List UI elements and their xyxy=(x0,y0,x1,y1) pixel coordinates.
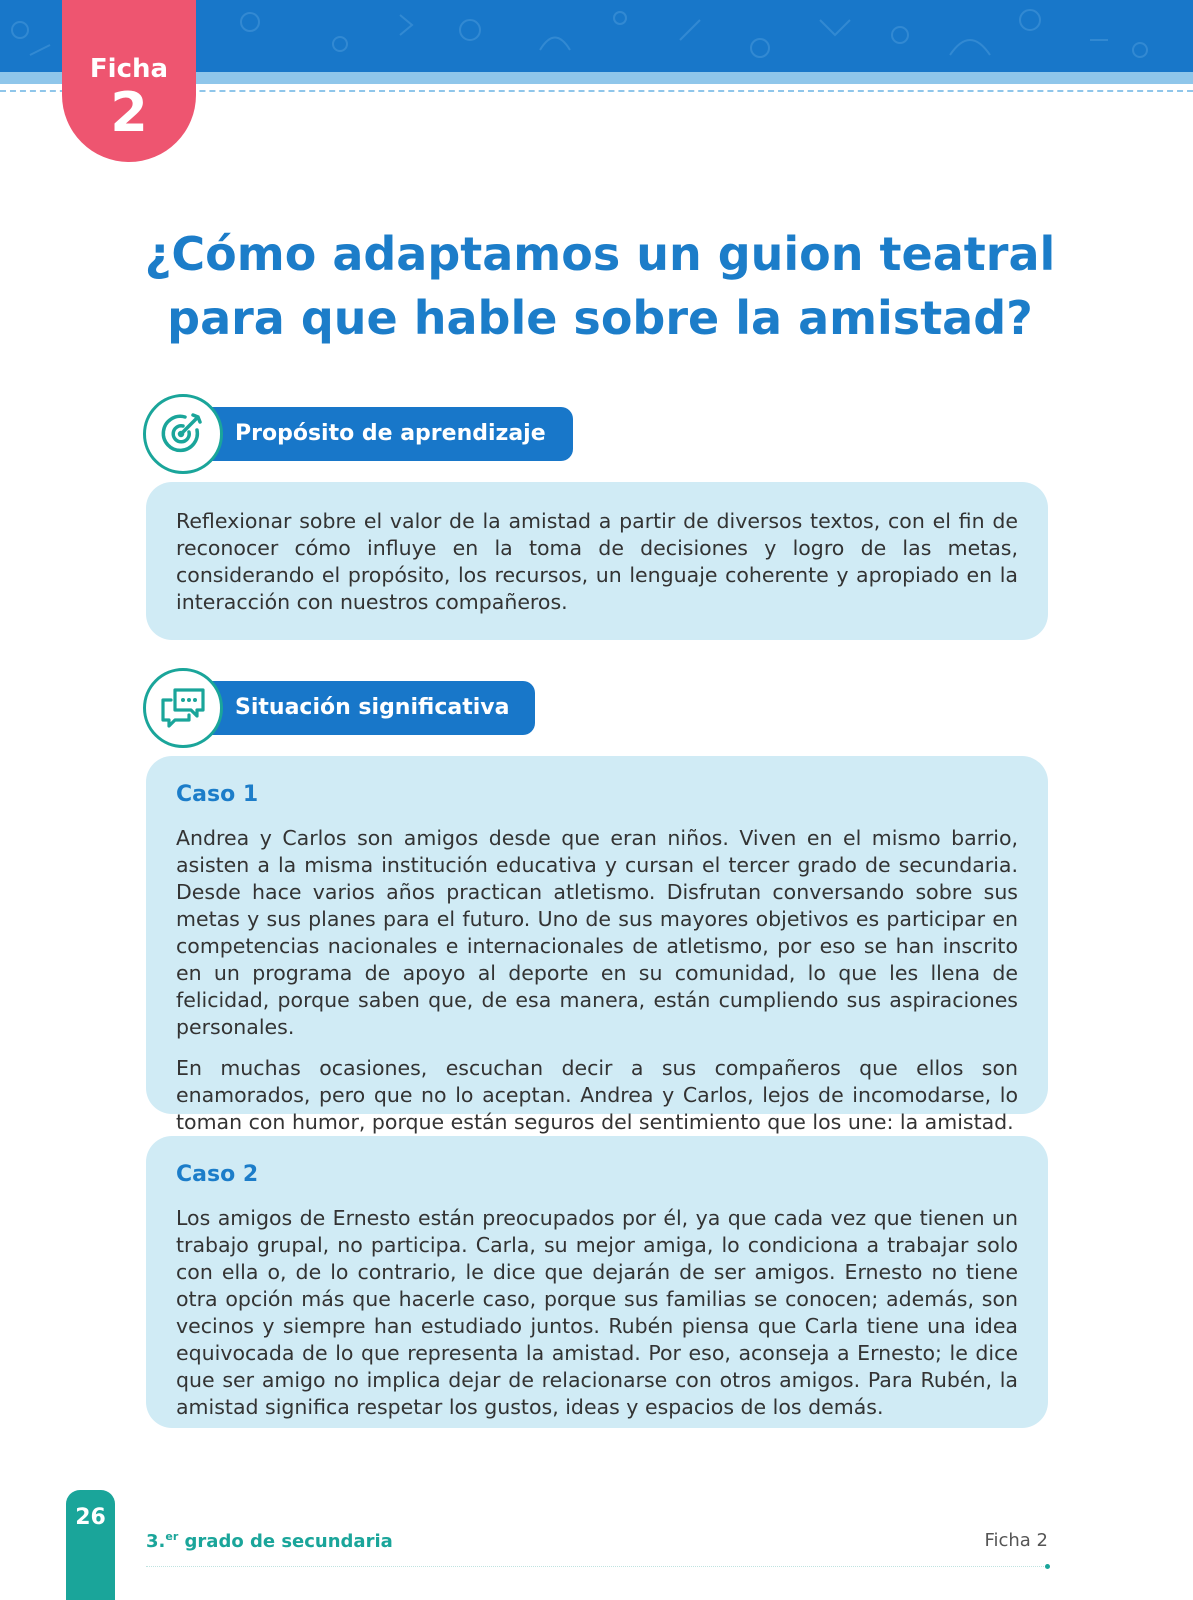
caso1-paragraph-2: En muchas ocasiones, escuchan decir a sus compañeros que ellos son enamorados, pero que no lo aceptan. Andrea y Carlos, lejos de incomodarse, lo toman con humor, porque están seguros del sentimiento que los une: la amistad. xyxy=(176,1056,1018,1134)
caso2-box xyxy=(146,1136,1048,1428)
situacion-heading-label: Situación significativa xyxy=(187,681,535,735)
ficha-tab xyxy=(62,0,196,162)
caso2-title: Caso 2 xyxy=(176,1162,259,1187)
proposito-heading-label: Propósito de aprendizaje xyxy=(187,407,573,461)
proposito-box xyxy=(146,482,1048,640)
caso1-box xyxy=(146,756,1048,1134)
footer-grade xyxy=(146,1530,393,1552)
footer-grade-prefix: 3. xyxy=(146,1531,166,1552)
ficha-label: Ficha xyxy=(89,54,169,84)
chat-bubbles-icon xyxy=(157,682,209,734)
footer-dot xyxy=(1045,1564,1050,1569)
page-number: 26 xyxy=(66,1490,115,1600)
page-title xyxy=(100,222,1100,350)
caso1-title: Caso 1 xyxy=(176,782,259,807)
ficha-number: 2 xyxy=(110,81,148,144)
footer-divider xyxy=(146,1566,1048,1567)
target-arrow-icon xyxy=(157,408,209,460)
footer-grade-sup: er xyxy=(165,1530,179,1543)
proposito-icon-circle xyxy=(143,394,223,474)
proposito-text: Reflexionar sobre el valor de la amistad a partir de diversos textos, con el fin de reconocer cómo influye en la toma de decisiones y logro de las metas, considerando el propósito, los recursos, un lenguaje coherente y apropiado en la interacción con nuestros compañeros. xyxy=(176,509,1018,614)
caso2-paragraph-1: Los amigos de Ernesto están preocupados por él, ya que cada vez que tienen un trabajo grupal, no participa. Carla, su mejor amiga, lo condiciona a trabajar solo con ella o, de lo contrario, le dice que dejarán de ser amigos. Ernesto no tiene otra opción más que hacerle caso, porque sus familias se conocen; además, son vecinos y siempre han estudiado juntos. Rubén piensa que Carla tiene una idea equivocada de lo que representa la amistad. Por eso, aconseja a Ernesto; le dice que ser amigo no implica dejar de relacionarse con otros amigos. Para Rubén, la amistad significa respetar los gustos, ideas y espacios de los demás. xyxy=(176,1206,1018,1419)
footer-ficha-label: Ficha 2 xyxy=(984,1530,1048,1551)
proposito-heading xyxy=(143,394,573,474)
page-title-line2: para que hable sobre la amistad? xyxy=(167,291,1033,345)
situacion-icon-circle xyxy=(143,668,223,748)
situacion-heading xyxy=(143,668,533,748)
caso1-paragraph-1: Andrea y Carlos son amigos desde que eran niños. Viven en el mismo barrio, asisten a la misma institución educativa y cursan el tercer grado de secundaria. Desde hace varios años practican atletismo. Disfrutan conversando sobre sus metas y sus planes para el futuro. Uno de sus mayores objetivos es participar en competencias nacionales e internacionales de atletismo, por eso se han inscrito en un programa de apoyo al deporte en su comunidad, lo que les llena de felicidad, porque saben que, de esa manera, están cumpliendo sus aspiraciones personales. xyxy=(176,826,1018,1039)
footer-grade-rest: grado de secundaria xyxy=(178,1531,393,1552)
page-title-line1: ¿Cómo adaptamos un guion teatral xyxy=(144,227,1056,281)
